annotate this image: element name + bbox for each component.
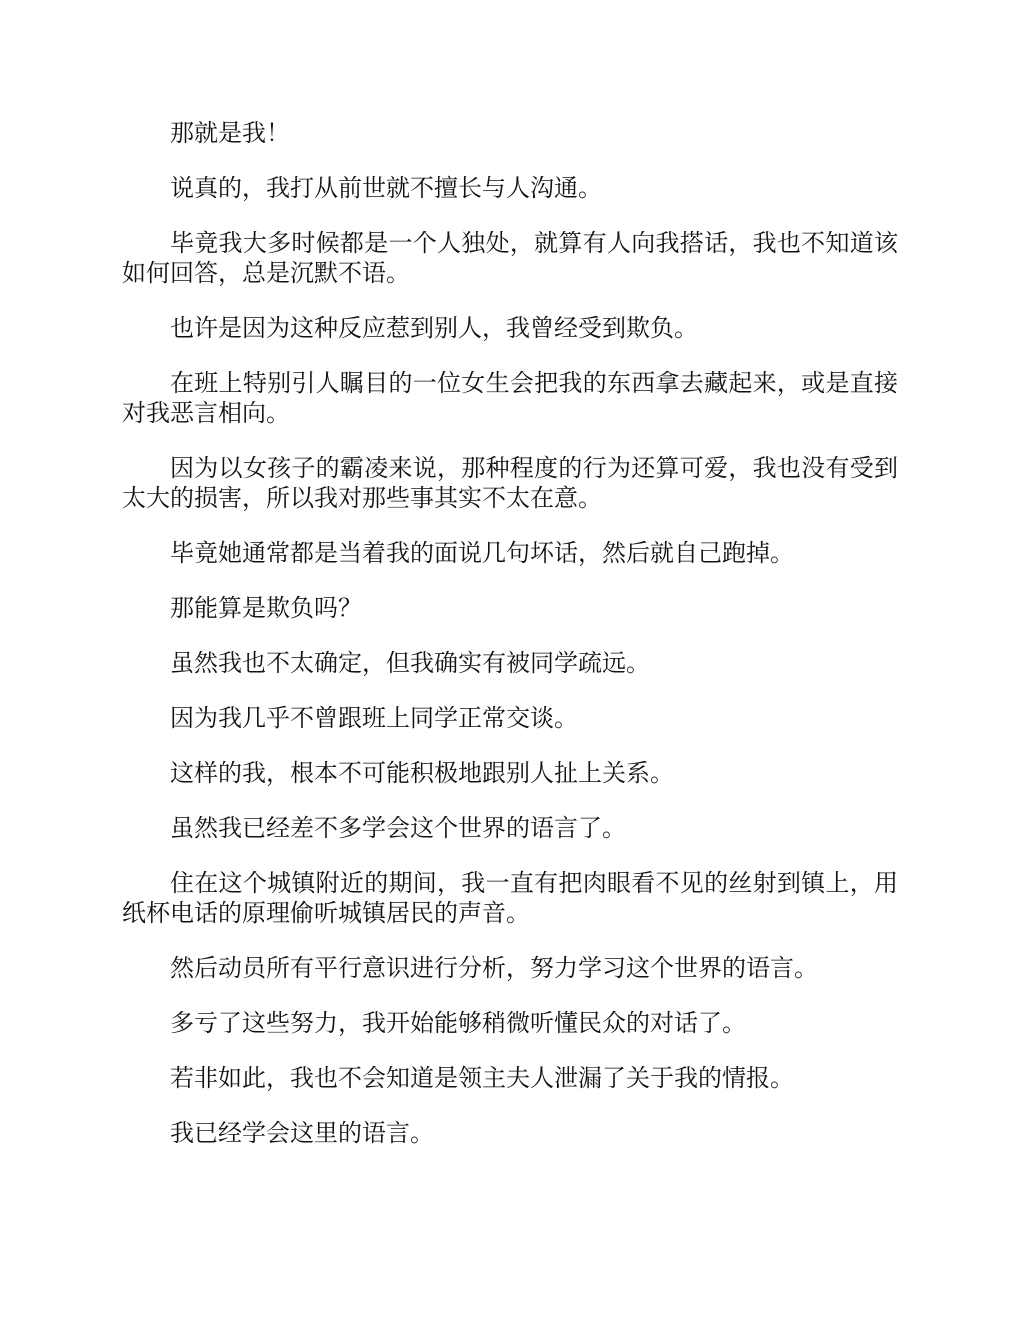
paragraph: 那就是我！ [170,119,290,147]
paragraph: 若非如此，我也不会知道是领主夫人泄漏了关于我的情报。 [170,1064,794,1092]
paragraph: 多亏了这些努力，我开始能够稍微听懂民众的对话了。 [170,1009,746,1037]
paragraph: 虽然我也不太确定，但我确实有被同学疏远。 [170,649,650,677]
paragraph: 在班上特别引人瞩目的一位女生会把我的东西拿去藏起来，或是直接对我恶言相向。 [122,369,898,427]
paragraph: 因为我几乎不曾跟班上同学正常交谈。 [170,704,578,732]
paragraph: 虽然我已经差不多学会这个世界的语言了。 [170,814,626,842]
paragraph: 毕竟我大多时候都是一个人独处，就算有人向我搭话，我也不知道该如何回答，总是沉默不语。 [122,229,898,287]
paragraph: 毕竟她通常都是当着我的面说几句坏话，然后就自己跑掉。 [170,539,794,567]
paragraph: 因为以女孩子的霸凌来说，那种程度的行为还算可爱，我也没有受到太大的损害，所以我对那些事其实不太在意。 [122,454,898,512]
paragraph: 这样的我，根本不可能积极地跟别人扯上关系。 [170,759,674,787]
paragraph: 那能算是欺负吗？ [170,594,362,622]
paragraph: 然后动员所有平行意识进行分析，努力学习这个世界的语言。 [170,954,818,982]
paragraph: 说真的，我打从前世就不擅长与人沟通。 [170,174,602,202]
document-page [122,118,898,1173]
paragraph: 也许是因为这种反应惹到别人，我曾经受到欺负。 [170,314,698,342]
paragraph: 我已经学会这里的语言。 [170,1119,434,1147]
paragraph: 住在这个城镇附近的期间，我一直有把肉眼看不见的丝射到镇上，用纸杯电话的原理偷听城镇居民的声音。 [122,869,898,927]
